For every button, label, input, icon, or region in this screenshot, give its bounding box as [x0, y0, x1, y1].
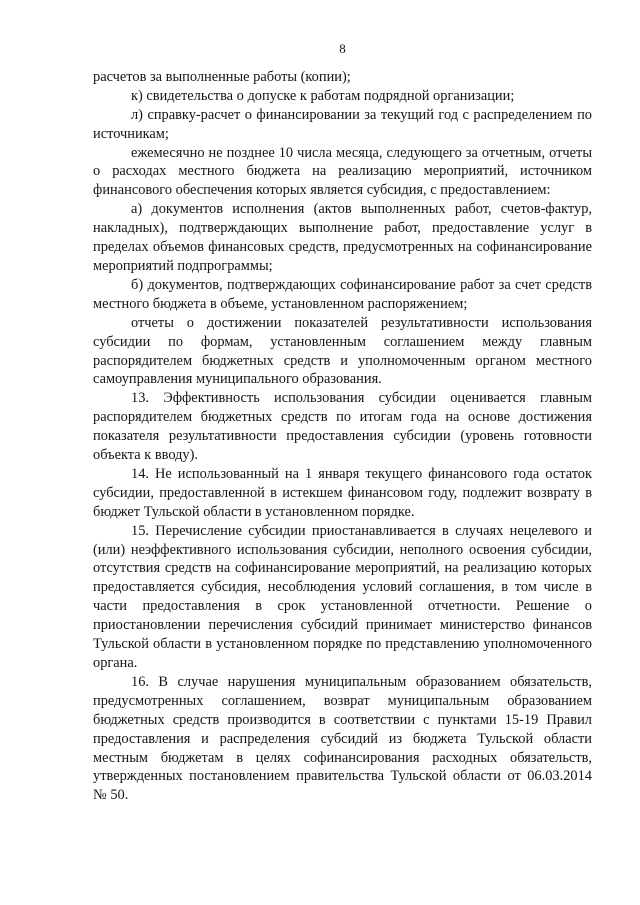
paragraph-item-l: л) справку-расчет о финансировании за текущий год с распределением по источникам; — [93, 106, 592, 142]
paragraph-continuation: расчетов за выполненные работы (копии); — [93, 68, 351, 85]
paragraph-clause-16: 16. В случае нарушения муниципальным образованием обязательств, предусмотренных соглашением, возврат муниципальным образованием бюджетных средств производится в соответствии с пунктами 15-19 Правил предоставления и распределения субсидий из бюджета Тульской области местным бюджетам в целях софинансирования расходных обязательств, утвержденных постановлением правительства Тульской области от 06.03.2014 № 50. — [93, 673, 592, 804]
paragraph-monthly-reports: ежемесячно не позднее 10 числа месяца, следующего за отчетным, отчеты о расходах местного бюджета на реализацию мероприятий, источником финансового обеспечения которых является субсидия, с предоставлением: — [93, 144, 592, 199]
paragraph-performance-reports: отчеты о достижении показателей результативности использования субсидии по формам, установленным соглашением между главным распорядителем бюджетных средств и уполномоченным органом местного самоуправления муниципального образования. — [93, 314, 592, 388]
paragraph-item-b: б) документов, подтверждающих софинансирование работ за счет средств местного бюджета в объеме, установленном распоряжением; — [93, 276, 592, 312]
paragraph-item-k: к) свидетельства о допуске к работам подрядной организации; — [131, 87, 515, 104]
paragraph-item-a: а) документов исполнения (актов выполненных работ, счетов-фактур, накладных), подтверждающих выполнение работ, предоставление услуг в пределах объемов финансовых средств, предусмотренных на софинансирование мероприятий подпрограммы; — [93, 201, 592, 274]
paragraph-clause-15: 15. Перечисление субсидии приостанавливается в случаях нецелевого и (или) неэффективного использования субсидии, неполного освоения субсидии, отсутствия средств на софинансирование мероприятий, на реализацию которых предоставляется субсидия, несоблюдения условий соглашения, в том числе в части предоставления в срок установленной отчетности. Решение о приостановлении перечисления субсидий принимает министерство финансов Тульской области в установленном порядке по представлению уполномоченного органа. — [93, 522, 592, 671]
page-number: 8 — [339, 41, 346, 56]
paragraph-clause-14: 14. Не использованный на 1 января текущего финансового года остаток субсидии, предоставленной в истекшем финансовом году, подлежит возврату в бюджет Тульской области в установленном порядке. — [93, 465, 592, 520]
paragraph-clause-13: 13. Эффективность использования субсидии оценивается главным распорядителем бюджетных средств по итогам года на основе достижения показателя результативности предоставления субсидии (уровень готовности объекта к вводу). — [93, 390, 592, 464]
